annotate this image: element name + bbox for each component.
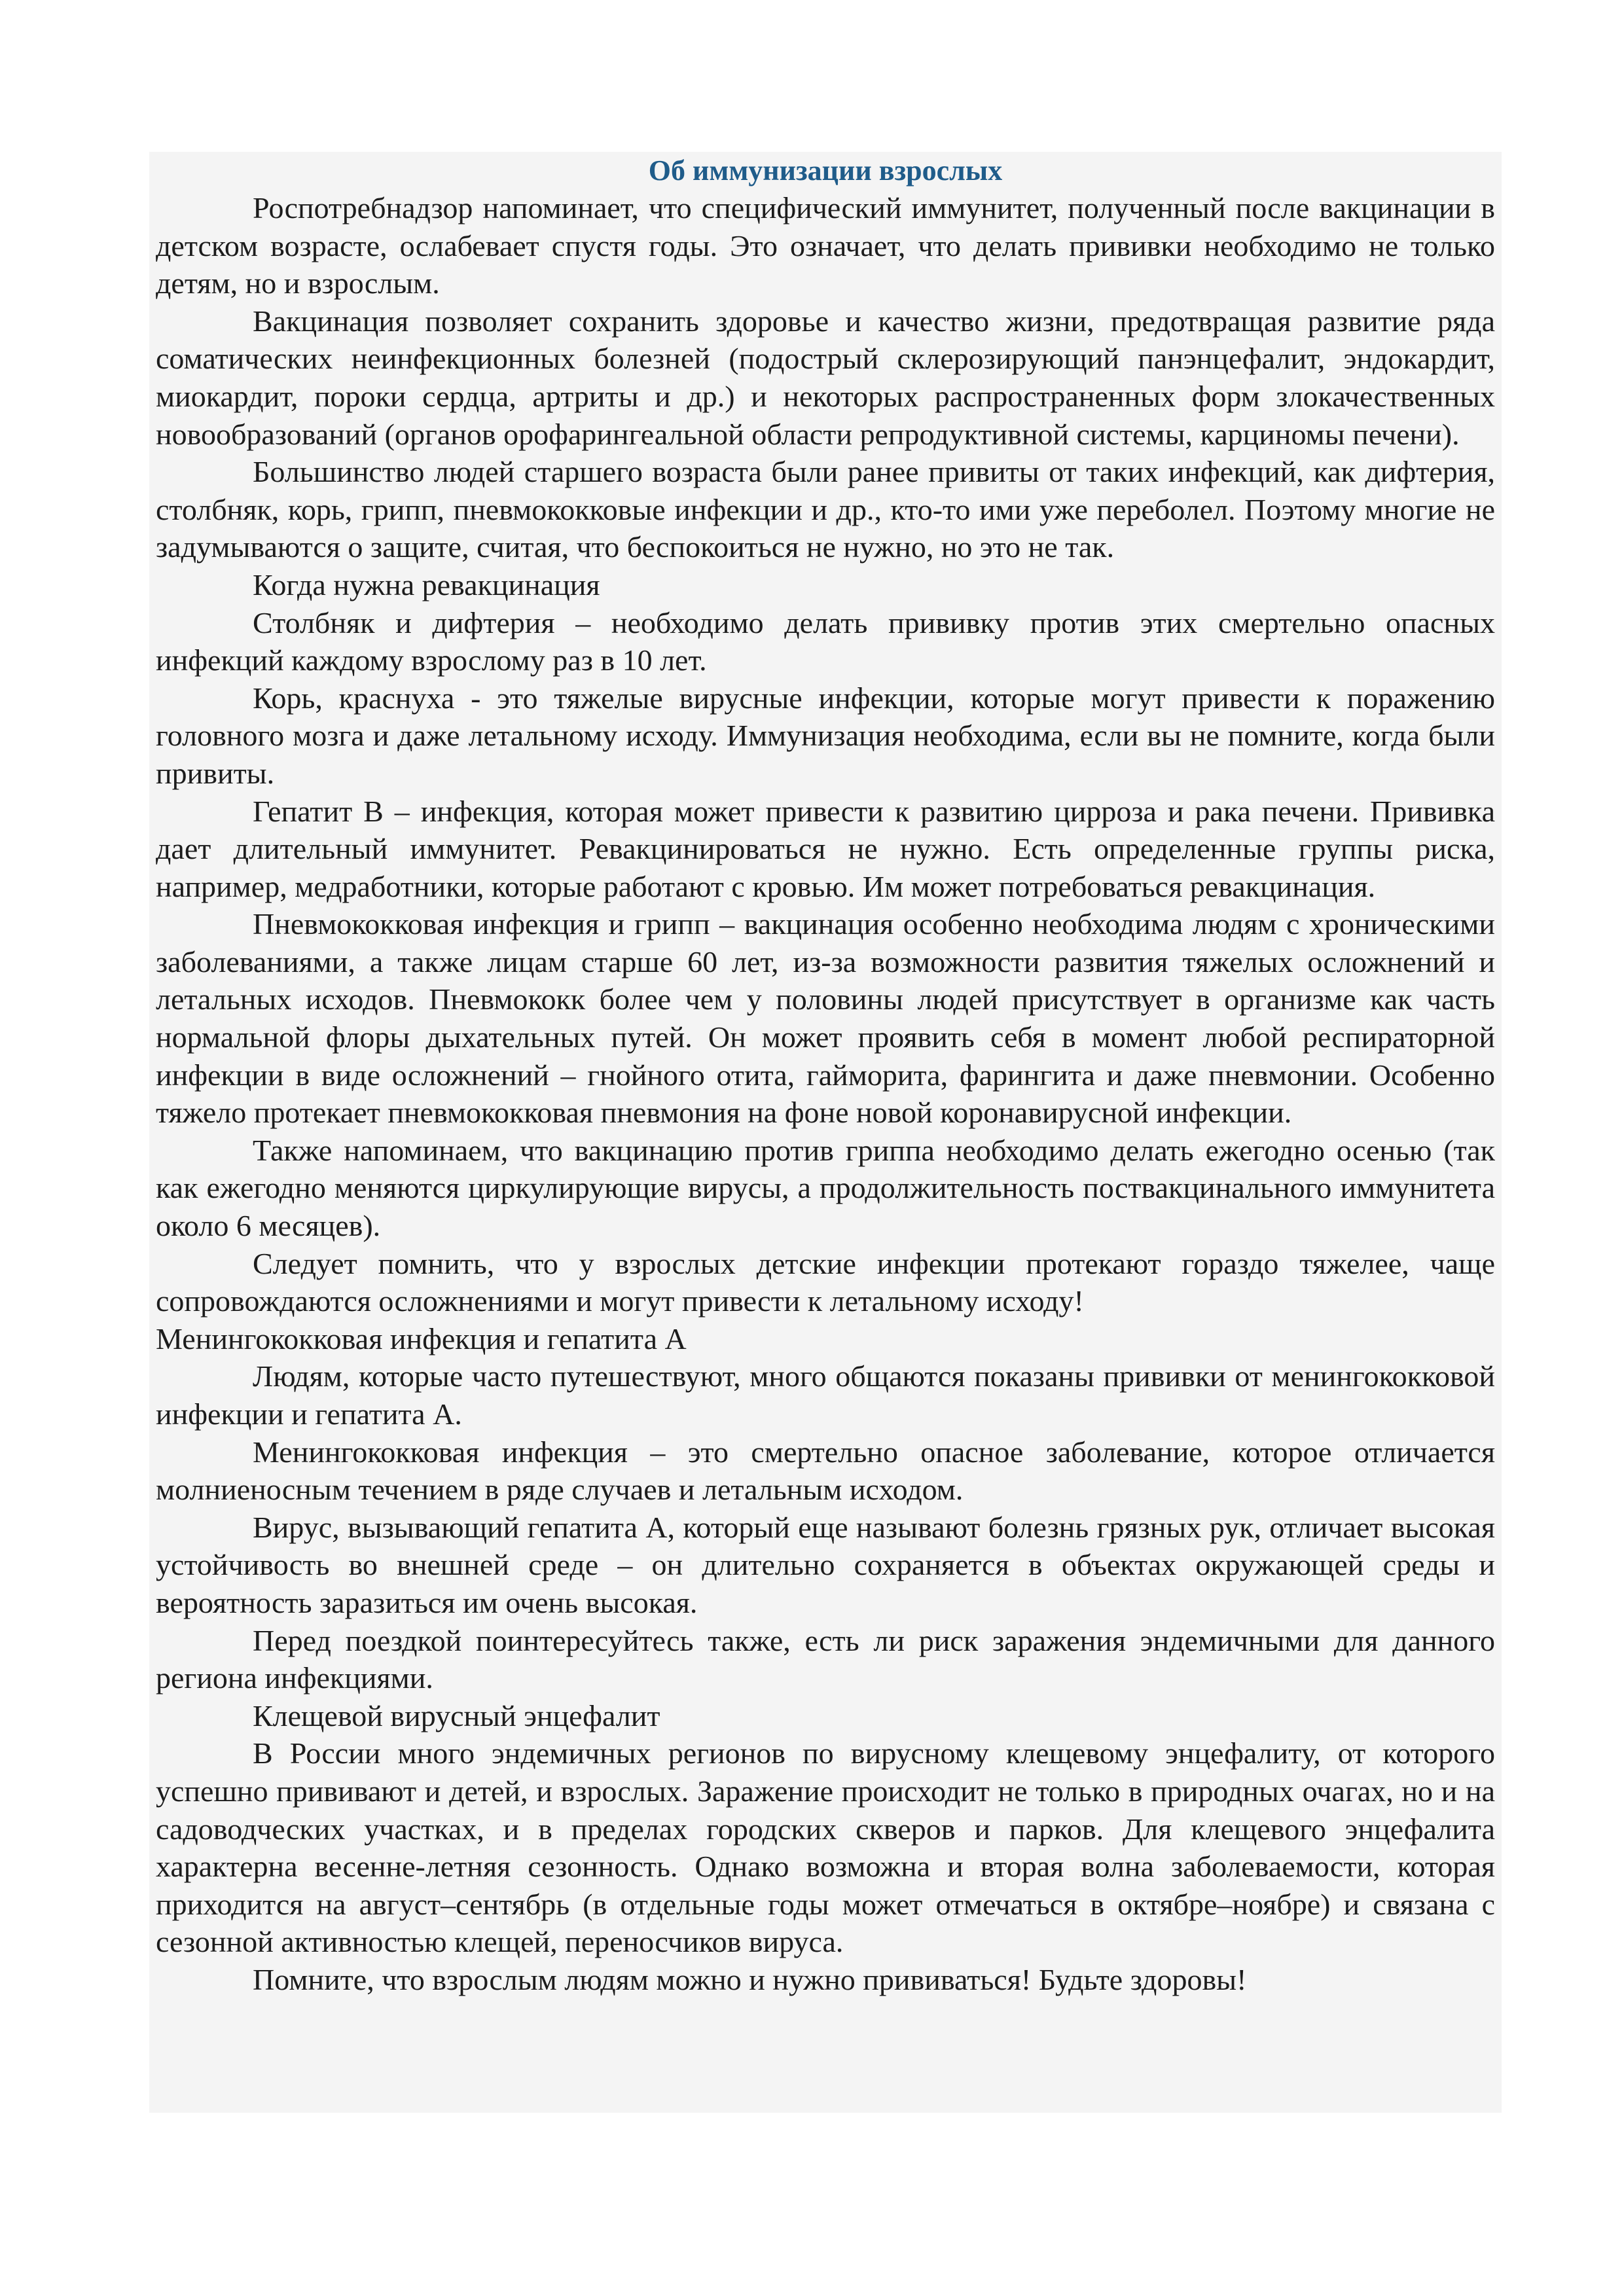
paragraph-vaccination-benefits: Вакцинация позволяет сохранить здоровье и качество жизни, предотвращая развитие ряда соматических неинфекционных болезней (подострый склерозирующий панэнцефалит, эндокардит, миокардит, пороки сердца, артриты и др.) и некоторых распространенных форм злокачественных новообразований (органов орофарингеальной области репродуктивной системы, карциномы печени).: [156, 304, 1495, 451]
paragraph-hepatitis-a: Вирус, вызывающий гепатита А, который еще называют болезнь грязных рук, отличает высокая устойчивость во внешней среде – он длительно сохраняется в объектах окружающей среды и вероятность заразиться им очень высокая.: [156, 1510, 1495, 1619]
paragraph-tick-borne-encephalitis: В России много эндемичных регионов по вирусному клещевому энцефалиту, от которого успешно прививают и детей, и взрослых. Заражение происходит не только в природных очагах, но и на садоводческих участках, и в пределах городских скверов и парков. Для клещевого энцефалита характерна весенне-летняя сезонность. Однако возможна и вторая волна заболеваемости, которая приходится на август–сентябрь (в отдельные годы может отмечаться в октябре–ноябре) и связана с сезонной активностью клещей, переносчиков вируса.: [156, 1736, 1495, 1959]
document-title: Об иммунизации взрослых: [648, 154, 1003, 187]
paragraph-measles-rubella: Корь, краснуха - это тяжелые вирусные инфекции, которые могут привести к поражению головного мозга и даже летальному исходу. Иммунизация необходима, если вы не помните, когда были привиты.: [156, 681, 1495, 790]
paragraph-hepatitis-b: Гепатит В – инфекция, которая может привести к развитию цирроза и рака печени. Прививка дает длительный иммунитет. Ревакцинироваться не нужно. Есть определенные группы риска, например, медработники, которые работают с кровью. Им может потребоваться ревакцинация.: [156, 794, 1495, 903]
paragraph-flu-annual: Также напоминаем, что вакцинацию против гриппа необходимо делать ежегодно осенью (так как ежегодно меняются циркулирующие вирусы, а продолжительность поствакцинального иммунитета около 6 месяцев).: [156, 1133, 1495, 1243]
paragraph-tetanus-diphtheria: Столбняк и дифтерия – необходимо делать прививку против этих смертельно опасных инфекций каждому взрослому раз в 10 лет.: [156, 605, 1495, 677]
paragraph-older-people: Большинство людей старшего возраста были ранее привиты от таких инфекций, как дифтерия, столбняк, корь, грипп, пневмококковые инфекции и др., кто-то ими уже переболел. Поэтому многие не задумываются о защите, считая, что беспокоиться не нужно, но это не так.: [156, 455, 1495, 564]
subheading-meningococcal-hepatitis-a: Менингококковая инфекция и гепатита А: [156, 1321, 687, 1355]
paragraph-travelers: Людям, которые часто путешествуют, много общаются показаны прививки от менингококковой инфекции и гепатита А.: [156, 1359, 1495, 1431]
paragraph-travel-risk: Перед поездкой поинтересуйтесь также, есть ли риск заражения эндемичными для данного региона инфекциями.: [156, 1623, 1495, 1695]
paragraph-meningococcal: Менингококковая инфекция – это смертельно опасное заболевание, которое отличается молниеносным течением в ряде случаев и летальным исходом.: [156, 1435, 1495, 1507]
paragraph-pneumococcal-flu: Пневмококковая инфекция и грипп – вакцинация особенно необходима людям с хроническими заболеваниями, а также лицам старше 60 лет, из-за возможности развития тяжелых осложнений и летальных исходов. Пневмококк более чем у половины людей присутствует в организме как часть нормальной флоры дыхательных путей. Он может проявить себя в момент любой респираторной инфекции в виде осложнений – гнойного отита, гайморита, фарингита и даже пневмонии. Особенно тяжело протекает пневмококковая пневмония на фоне новой коронавирусной инфекции.: [156, 907, 1495, 1130]
document-body: [149, 152, 1502, 2113]
subheading-revaccination: Когда нужна ревакцинация: [253, 567, 600, 601]
subheading-tick-borne-encephalitis: Клещевой вирусный энцефалит: [253, 1698, 660, 1732]
paragraph-closing: Помните, что взрослым людям можно и нужно прививаться! Будьте здоровы!: [253, 1962, 1247, 1996]
paragraph-intro: Роспотребнадзор напоминает, что специфический иммунитет, полученный после вакцинации в детском возрасте, ослабевает спустя годы. Это означает, что делать прививки необходимо не только детям, но и взрослым.: [156, 191, 1495, 300]
paragraph-childhood-infections: Следует помнить, что у взрослых детские инфекции протекают гораздо тяжелее, чаще сопровождаются осложнениями и могут привести к летальному исходу!: [156, 1246, 1495, 1318]
